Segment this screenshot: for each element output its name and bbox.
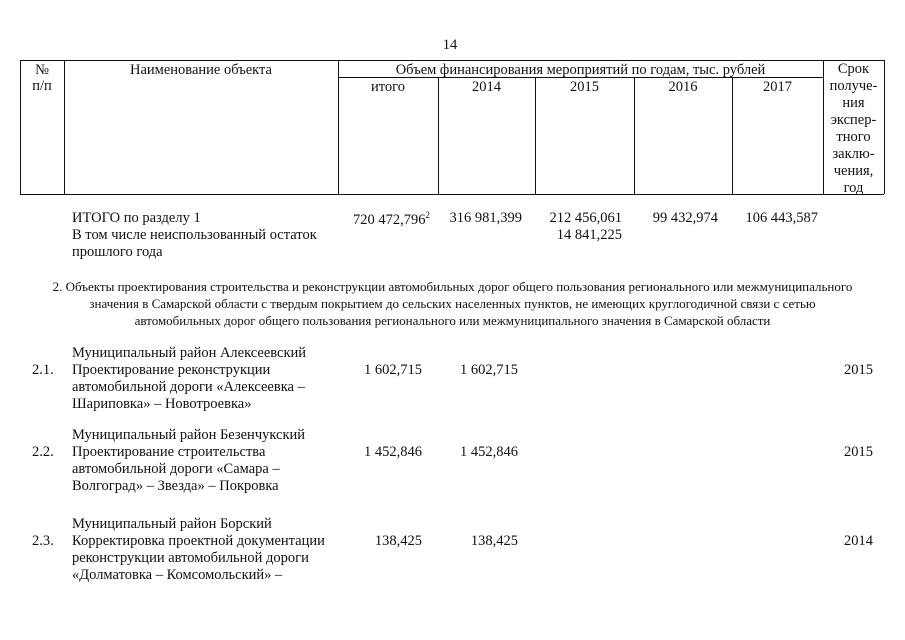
row-total: 1 602,715 (364, 362, 422, 378)
remainder-label-line2: прошлого года (72, 244, 163, 260)
row-description: Муниципальный район Алексеевский Проектирование реконструкции автомобильной дороги «Алексеевка – Шариповка» – Новотроевка» (72, 345, 307, 412)
row-term: 2015 (844, 444, 873, 460)
header-total: итого (371, 79, 405, 95)
header-2017: 2017 (763, 79, 792, 95)
header-2015: 2015 (570, 79, 599, 95)
row-2014: 1 602,715 (460, 362, 518, 378)
row-number: 2.1. (32, 362, 54, 378)
header-number-line1: № (35, 62, 49, 78)
row-number: 2.2. (32, 444, 54, 460)
row-total: 1 452,846 (364, 444, 422, 460)
header-2014: 2014 (472, 79, 501, 95)
row-term: 2014 (844, 533, 873, 549)
header-term: Срок получе- ния экспер- тного заклю- чения, год (829, 61, 878, 196)
summary-2014: 316 981,399 (449, 210, 522, 226)
row-2014: 1 452,846 (460, 444, 518, 460)
summary-total: 720 472,796$^2$ (353, 210, 430, 228)
row-term: 2015 (844, 362, 873, 378)
row-total: 138,425 (374, 533, 422, 549)
remainder-label-line1: В том числе неиспользованный остаток (72, 227, 317, 243)
summary-2016: 99 432,974 (652, 210, 718, 226)
row-description: Муниципальный район Безенчукский Проектирование строительства автомобильной дороги «Самара – Волгоград» – Звезда» – Покровка (72, 427, 306, 494)
row-number: 2.3. (32, 533, 54, 549)
summary-label: ИТОГО по разделу 1 (72, 210, 201, 226)
header-2016: 2016 (668, 79, 698, 95)
section-title: 2. Объекты проектирования строительства и реконструкции автомобильных дорог общего пользования регионального или межмуниципального значения в Самарской области с твердым покрытием до сельских населенных пунктов, не имеющих круглогодичной связи с сетью автомобильных дорог общего пользования регионального или межмуниципального значения в Самарской области (52, 279, 853, 328)
page-number: 14 (442, 37, 458, 53)
row-description: Муниципальный район Борский Корректировка проектной документации реконструкции автомобильной дороги «Долматовка – Комсомольский» – (72, 516, 325, 583)
header-number-line2: п/п (32, 78, 52, 94)
summary-2015: 212 456,061 (549, 210, 622, 226)
remainder-2015: 14 841,225 (556, 227, 622, 243)
header-financing-volume: Объем финансирования мероприятий по годам, тыс. рублей (395, 62, 766, 78)
summary-2017: 106 443,587 (745, 210, 818, 226)
row-2014: 138,425 (470, 533, 518, 549)
header-object-name: Наименование объекта (130, 62, 272, 78)
